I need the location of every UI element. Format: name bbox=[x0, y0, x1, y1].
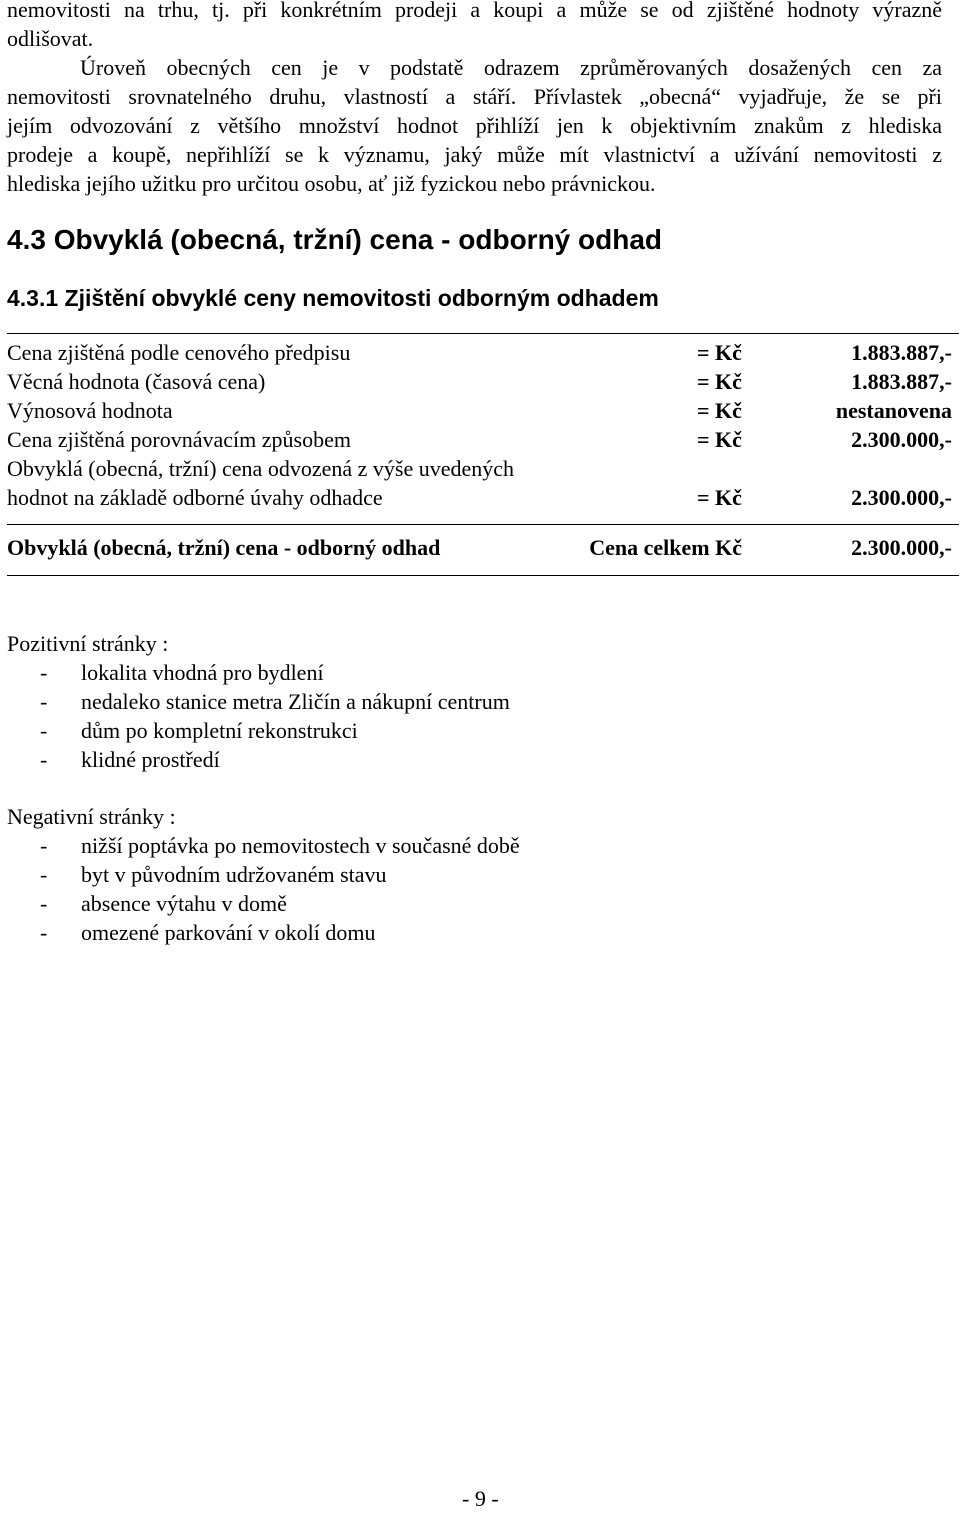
row-value: 2.300.000,- bbox=[851, 427, 952, 452]
row-currency: = Kč bbox=[697, 427, 742, 452]
intro-line: odlišovat. bbox=[7, 26, 94, 51]
list-dash: - bbox=[40, 689, 48, 714]
positives-list bbox=[7, 658, 510, 774]
list-dash: - bbox=[40, 718, 48, 743]
positives-heading: Pozitivní stránky : bbox=[7, 631, 169, 656]
list-item-text: dům po kompletní rekonstrukci bbox=[81, 718, 358, 743]
row-label: Cena zjištěná podle cenového předpisu bbox=[7, 340, 351, 365]
list-item bbox=[7, 918, 520, 947]
list-item bbox=[7, 889, 520, 918]
valuation-row bbox=[7, 367, 952, 396]
list-item-text: klidné prostředí bbox=[81, 747, 220, 772]
derived-value: 2.300.000,- bbox=[851, 485, 952, 510]
subsection-title: 4.3.1 Zjištění obvyklé ceny nemovitosti odborným odhadem bbox=[7, 285, 659, 311]
row-currency: = Kč bbox=[697, 340, 742, 365]
row-currency: = Kč bbox=[697, 398, 742, 423]
row-currency: = Kč bbox=[697, 369, 742, 394]
list-item bbox=[7, 658, 510, 687]
derived-label-line2: hodnot na základě odborné úvahy odhadce bbox=[7, 485, 383, 510]
row-value: 1.883.887,- bbox=[851, 369, 952, 394]
list-dash: - bbox=[40, 747, 48, 772]
list-item-text: absence výtahu v domě bbox=[81, 891, 287, 916]
row-value: 1.883.887,- bbox=[851, 340, 952, 365]
intro-line: nemovitosti na trhu, tj. při konkrétním prodeji a koupi a může se od zjištěné hodnoty výrazně bbox=[7, 0, 942, 22]
intro-line: Úroveň obecných cen je v podstatě odrazem zprůměrovaných dosažených cen za bbox=[80, 55, 942, 80]
valuation-row bbox=[7, 425, 952, 454]
negatives-list bbox=[7, 831, 520, 947]
derived-row bbox=[7, 483, 952, 512]
section-title: 4.3 Obvyklá (obecná, tržní) cena - odborný odhad bbox=[7, 224, 663, 255]
total-value: 2.300.000,- bbox=[851, 535, 952, 560]
list-item bbox=[7, 831, 520, 860]
intro-line: nemovitosti srovnatelného druhu, vlastností a stáří. Přívlastek „obecná“ vyjadřuje, že se při bbox=[7, 84, 942, 109]
list-dash: - bbox=[40, 833, 48, 858]
list-item bbox=[7, 687, 510, 716]
table-top-rule bbox=[7, 333, 959, 334]
total-currency-label: Cena celkem Kč bbox=[589, 535, 742, 560]
derived-currency: = Kč bbox=[697, 485, 742, 510]
table-mid-rule bbox=[7, 524, 959, 525]
derived-label-line1: Obvyklá (obecná, tržní) cena odvozená z výše uvedených bbox=[7, 456, 514, 481]
row-label: Cena zjištěná porovnávacím způsobem bbox=[7, 427, 351, 452]
list-item-text: lokalita vhodná pro bydlení bbox=[81, 660, 324, 685]
intro-line: jejím odvozování z většího množství hodnot přihlíží jen k objektivním znakům z hlediska bbox=[7, 113, 942, 138]
total-row bbox=[7, 533, 952, 562]
list-dash: - bbox=[40, 891, 48, 916]
page-number: - 9 - bbox=[462, 1486, 499, 1511]
list-dash: - bbox=[40, 920, 48, 945]
list-item-text: nedaleko stanice metra Zličín a nákupní centrum bbox=[81, 689, 510, 714]
list-item-text: nižší poptávka po nemovitostech v současné době bbox=[81, 833, 520, 858]
intro-line: prodeje a koupě, nepřihlíží se k významu, jaký může mít vlastnictví a užívání nemovitosti z bbox=[7, 142, 942, 167]
list-item bbox=[7, 745, 510, 774]
valuation-row bbox=[7, 396, 952, 425]
total-label: Obvyklá (obecná, tržní) cena - odborný odhad bbox=[7, 535, 441, 560]
derived-row-label bbox=[7, 454, 952, 483]
table-bottom-rule bbox=[7, 575, 959, 576]
list-item-text: byt v původním udržovaném stavu bbox=[81, 862, 387, 887]
list-item bbox=[7, 860, 520, 889]
list-item bbox=[7, 716, 510, 745]
intro-line: hlediska jejího užitku pro určitou osobu, ať již fyzickou nebo právnickou. bbox=[7, 171, 656, 196]
list-dash: - bbox=[40, 862, 48, 887]
valuation-row bbox=[7, 338, 952, 367]
list-dash: - bbox=[40, 660, 48, 685]
row-label: Výnosová hodnota bbox=[7, 398, 173, 423]
negatives-heading: Negativní stránky : bbox=[7, 804, 176, 829]
row-label: Věcná hodnota (časová cena) bbox=[7, 369, 266, 394]
list-item-text: omezené parkování v okolí domu bbox=[81, 920, 376, 945]
row-value: nestanovena bbox=[835, 398, 952, 423]
